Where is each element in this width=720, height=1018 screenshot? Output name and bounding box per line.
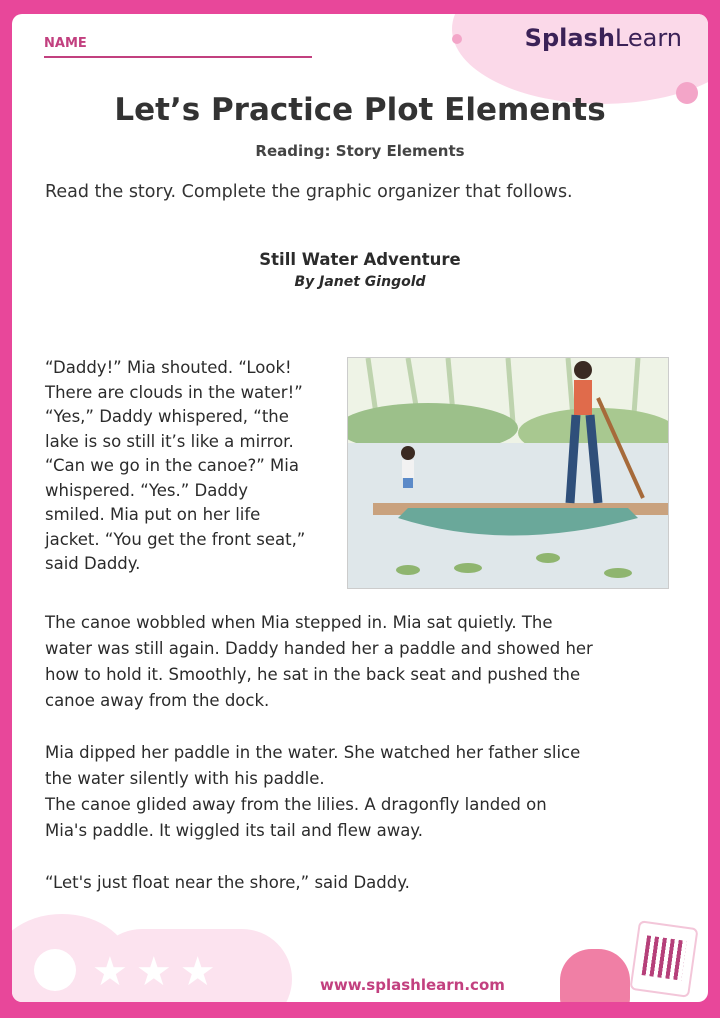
story-line: Mia dipped her paddle in the water. She watched her father slice [45, 743, 581, 762]
story-line: The canoe wobbled when Mia stepped in. Mia sat quietly. The [45, 613, 553, 632]
decor-dot [452, 34, 462, 44]
story-line: Mia's paddle. It wiggled its tail and flew away. [45, 821, 423, 840]
splashlearn-logo [525, 24, 682, 52]
story-paragraph-3 [45, 740, 695, 844]
stars-icon: ★★★ [92, 949, 224, 995]
logo-bold: Splash [524, 24, 615, 52]
qr-code-icon[interactable] [629, 920, 698, 998]
page-title: Let’s Practice Plot Elements [114, 92, 606, 128]
story-line: the water silently with his paddle. [45, 769, 325, 788]
footer-url[interactable]: www.splashlearn.com [320, 976, 505, 994]
story-line: “Can we go in the canoe?” Mia [45, 456, 299, 475]
story-line: canoe away from the dock. [45, 691, 270, 710]
story-line: said Daddy. [45, 554, 141, 573]
story-line: “Daddy!” Mia shouted. “Look! [45, 358, 292, 377]
instructions: Read the story. Complete the graphic organizer that follows. [45, 182, 573, 202]
story-line: jacket. “You get the front seat,” [45, 529, 306, 549]
name-field-line[interactable] [44, 56, 312, 58]
page-subtitle: Reading: Story Elements [255, 142, 465, 160]
story-line: how to hold it. Smoothly, he sat in the back seat and pushed the [45, 665, 581, 684]
worksheet-page [12, 14, 708, 1002]
story-paragraph-4 [45, 870, 695, 896]
story-line: “Yes,” Daddy whispered, “the [45, 407, 289, 426]
story-author: By Janet Gingold [294, 274, 426, 290]
mascot-icon [560, 949, 630, 1002]
story-line: lake is so still it’s like a mirror. [45, 431, 294, 451]
story-illustration [347, 357, 669, 589]
logo-light: Learn [614, 24, 682, 52]
story-line: There are clouds in the water!” [45, 382, 303, 402]
story-line: The canoe glided away from the lilies. A dragonfly landed on [45, 795, 547, 814]
story-intro [45, 356, 350, 577]
name-label: NAME [44, 36, 87, 51]
story-paragraph-2 [45, 610, 695, 714]
smiley-icon [34, 949, 76, 991]
story-title: Still Water Adventure [259, 250, 461, 269]
story-line: smiled. Mia put on her life [45, 505, 261, 524]
story-line: “Let's just float near the shore,” said Daddy. [45, 873, 410, 892]
story-line: whispered. “Yes.” Daddy [45, 480, 249, 500]
story-line: water was still again. Daddy handed her a paddle and showed her [45, 639, 593, 658]
